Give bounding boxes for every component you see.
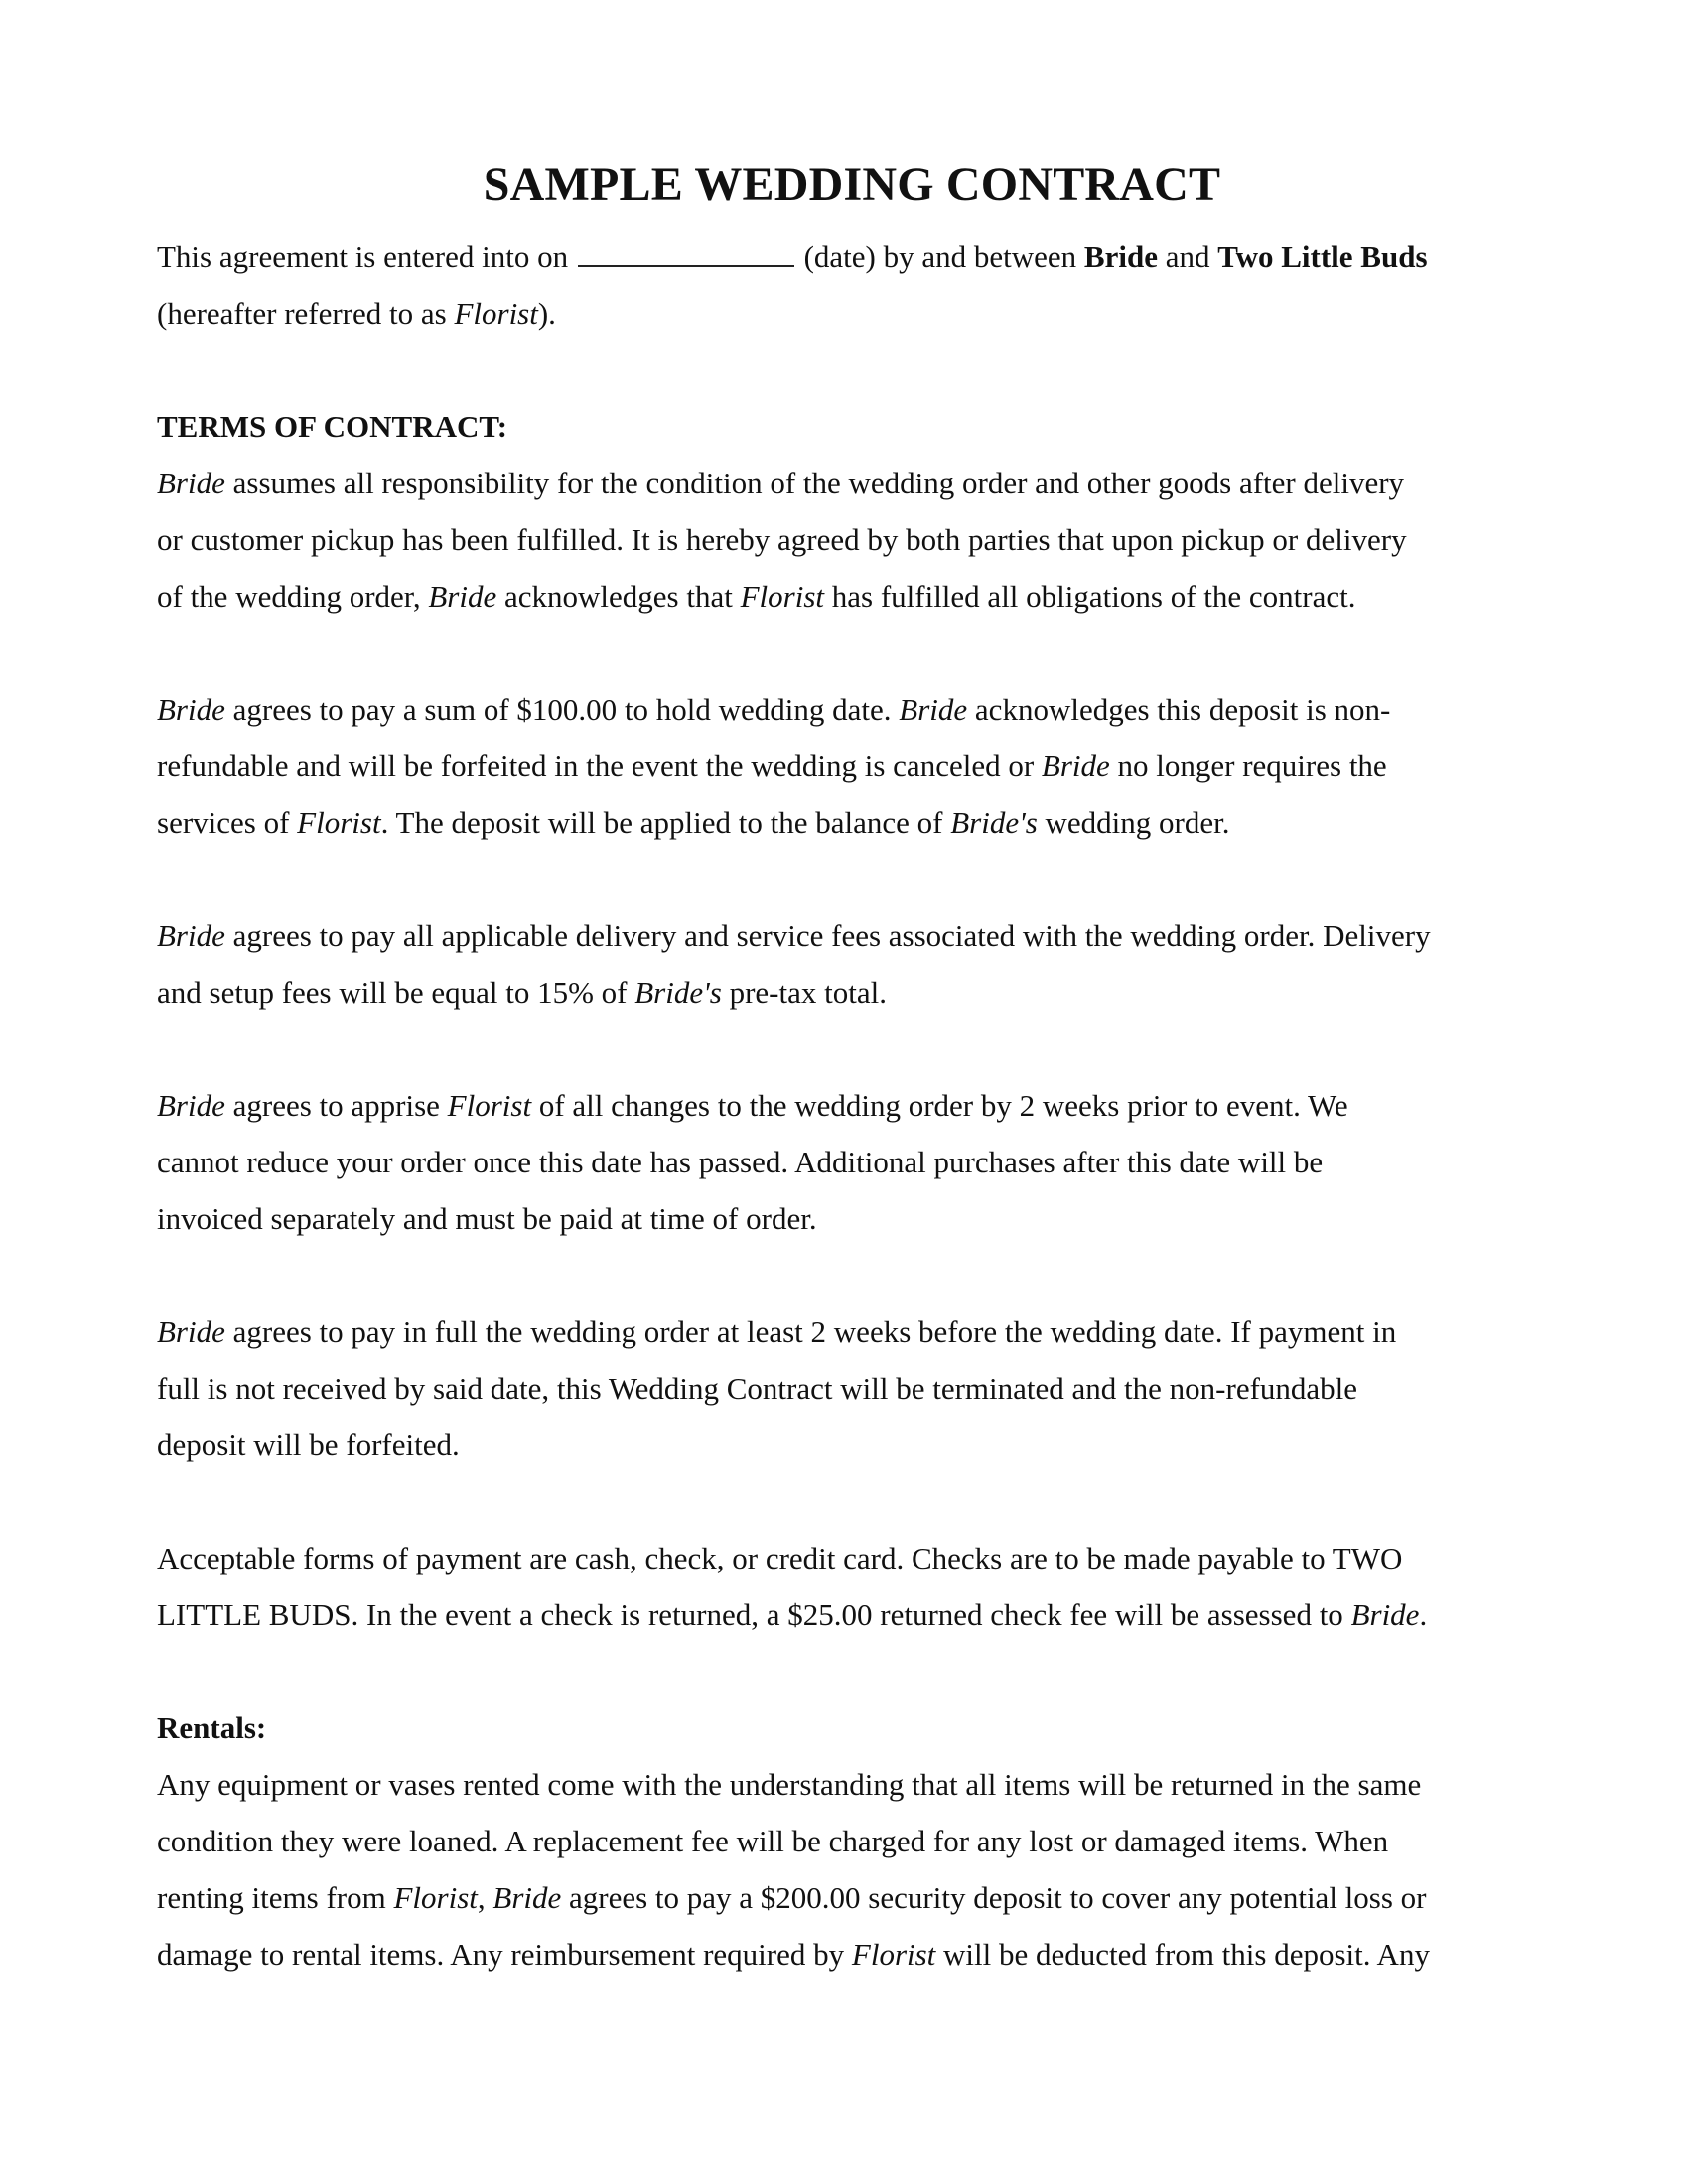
rentals-paragraph: Any equipment or vases rented come with the understanding that all items will be returned in the same condition they were loaned. A replacement fee will be charged for any lost or damaged items. When renting items from Florist, Bride agrees to pay a $200.00 security deposit to cover any potential loss or damage to rental items. Any reimbursement required by Florist will be deducted from this deposit. Any	[157, 1767, 1430, 1972]
document-title: SAMPLE WEDDING CONTRACT	[483, 158, 1221, 210]
contract-page	[157, 155, 1547, 1982]
terms-paragraph-deposit: Bride agrees to pay a sum of $100.00 to hold wedding date. Bride acknowledges this deposit is non- refundable and will be forfeited in the event the wedding is canceled or Bride no longer requires the services of Florist. The deposit will be applied to the balance of Bride's wedding order.	[157, 692, 1391, 840]
intro-paragraph: This agreement is entered into on (date) by and between Bride and Two Little Buds (hereafter referred to as Florist).	[157, 239, 1428, 331]
bride-party: Bride	[1083, 239, 1158, 274]
terms-paragraph-fees: Bride agrees to pay all applicable delivery and service fees associated with the wedding order. Delivery and setup fees will be equal to 15% of Bride's pre-tax total.	[157, 918, 1431, 1010]
florist-party: Two Little Buds	[1217, 239, 1428, 274]
terms-paragraph-payment-forms: Acceptable forms of payment are cash, check, or credit card. Checks are to be made payable to TWO LITTLE BUDS. In the event a check is returned, a $25.00 returned check fee will be assessed to Bride.	[157, 1541, 1428, 1632]
terms-paragraph-payment: Bride agrees to pay in full the wedding order at least 2 weeks before the wedding date. If payment in full is not received by said date, this Wedding Contract will be terminated and the non-refundable deposit will be forfeited.	[157, 1314, 1397, 1462]
rentals-heading: Rentals:	[157, 1710, 267, 1745]
terms-heading: TERMS OF CONTRACT:	[157, 409, 508, 444]
terms-paragraph-changes: Bride agrees to apprise Florist of all changes to the wedding order by 2 weeks prior to event. We cannot reduce your order once this date has passed. Additional purchases after this date will be invoiced separately and must be paid at time of order.	[157, 1088, 1348, 1236]
date-blank-line[interactable]	[578, 245, 794, 267]
terms-paragraph-responsibility: Bride assumes all responsibility for the condition of the wedding order and other goods after delivery or customer pickup has been fulfilled. It is hereby agreed by both parties that upon pickup or delivery of the wedding order, Bride acknowledges that Florist has fulfilled all obligations of the contract.	[157, 466, 1407, 614]
